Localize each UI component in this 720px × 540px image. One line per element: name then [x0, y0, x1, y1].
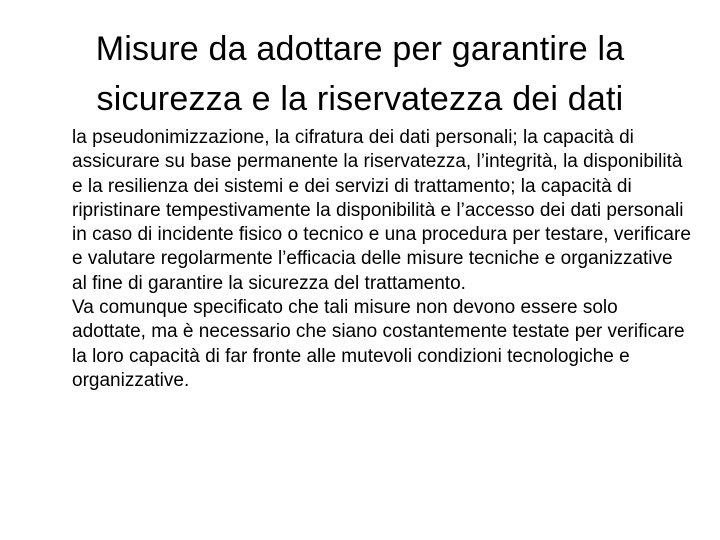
body-paragraph-1: la pseudonimizzazione, la cifratura dei dati personali; la capacità di assicurare su base permanente la riservatezza, l’integrità, la disponibilità e la resilienza dei sistemi e dei servizi di trattamento; la capacità di ripristinare tempestivamente la disponibilità e l’accesso dei dati personali in caso di incidente fisico o tecnico e una procedura per testare, verificare e valutare regolarmente l’efficacia delle misure tecniche e organizzative al fine di garantire la sicurezza del trattamento.: [72, 127, 691, 294]
body-paragraph-2: Va comunque specificato che tali misure non devono essere solo adottate, ma è necessario che siano costantemente testate per verificare la loro capacità di far fronte alle mutevoli condizioni tecnologiche e organizzative.: [72, 297, 685, 391]
slide-body: [72, 126, 692, 393]
slide-title: Misure da adottare per garantire la sicurezza e la riservatezza dei dati: [95, 30, 625, 118]
